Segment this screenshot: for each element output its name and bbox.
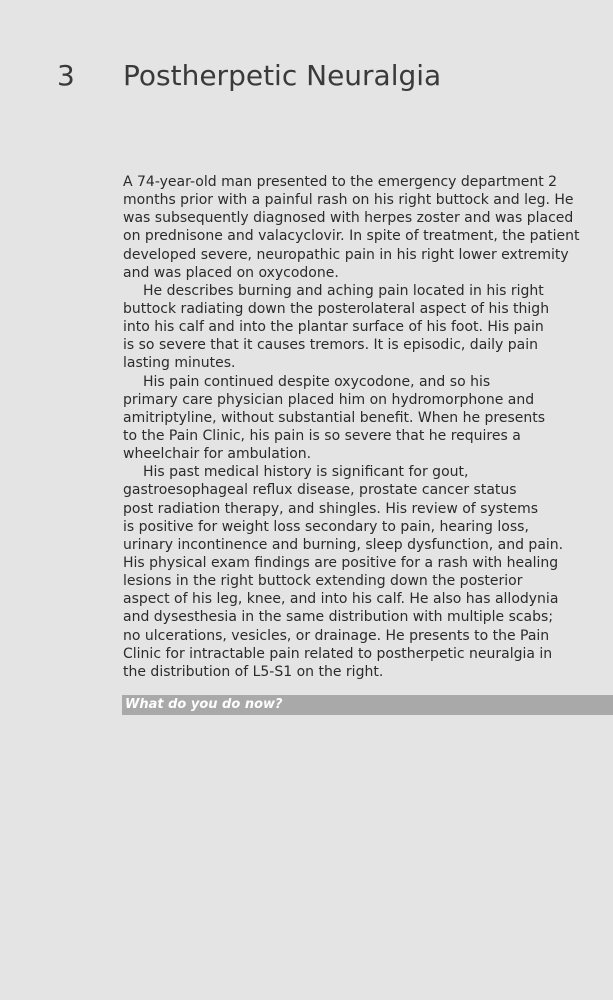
text-line: and dysesthesia in the same distribution with multiple scabs;: [123, 609, 554, 626]
text-line: no ulcerations, vesicles, or drainage. He presents to the Pain: [123, 627, 550, 644]
text-line: amitriptyline, without substantial benefit. When he presents: [123, 409, 546, 426]
chapter-title: Postherpetic Neuralgia: [123, 59, 442, 92]
text-line: buttock radiating down the posterolateral aspect of his thigh: [123, 300, 550, 317]
text-line: post radiation therapy, and shingles. His review of systems: [123, 500, 539, 517]
text-line: A 74-year-old man presented to the emergency department 2: [123, 174, 558, 190]
text-line: the distribution of L5-S1 on the right.: [123, 663, 384, 680]
text-line: months prior with a painful rash on his right buttock and leg. He: [123, 192, 574, 209]
text-line: His physical exam findings are positive for a rash with healing: [123, 554, 559, 571]
text-line: lesions in the right buttock extending down the posterior: [123, 573, 523, 590]
text-line: and was placed on oxycodone.: [123, 264, 339, 281]
text-line: is so severe that it causes tremors. It is episodic, daily pain: [123, 337, 539, 354]
text-line: developed severe, neuropathic pain in his right lower extremity: [123, 246, 569, 263]
text-line: wheelchair for ambulation.: [123, 446, 312, 463]
text-line: His pain continued despite oxycodone, and so his: [143, 373, 491, 390]
question-text: What do you do now?: [125, 697, 283, 712]
text-line: into his calf and into the plantar surface of his foot. His pain: [123, 319, 544, 336]
text-line: is positive for weight loss secondary to pain, hearing loss,: [123, 518, 529, 535]
text-line: on prednisone and valacyclovir. In spite of treatment, the patient: [123, 228, 580, 245]
text-line: Clinic for intractable pain related to postherpetic neuralgia in: [123, 645, 553, 662]
text-line: His past medical history is significant for gout,: [143, 464, 469, 481]
chapter-number: 3: [57, 59, 75, 92]
question-banner: [122, 695, 613, 715]
text-line: aspect of his leg, knee, and into his calf. He also has allodynia: [123, 591, 559, 608]
text-line: primary care physician placed him on hydromorphone and: [123, 391, 535, 408]
chapter-header: [0, 54, 613, 100]
text-line: to the Pain Clinic, his pain is so severe that he requires a: [123, 427, 521, 444]
text-line: He describes burning and aching pain located in his right: [143, 282, 544, 299]
text-line: gastroesophageal reflux disease, prostate cancer status: [123, 482, 517, 499]
text-line: urinary incontinence and burning, sleep dysfunction, and pain.: [123, 536, 564, 553]
case-description: [123, 173, 580, 681]
text-line: was subsequently diagnosed with herpes zoster and was placed: [123, 210, 574, 227]
text-line: lasting minutes.: [123, 355, 236, 372]
